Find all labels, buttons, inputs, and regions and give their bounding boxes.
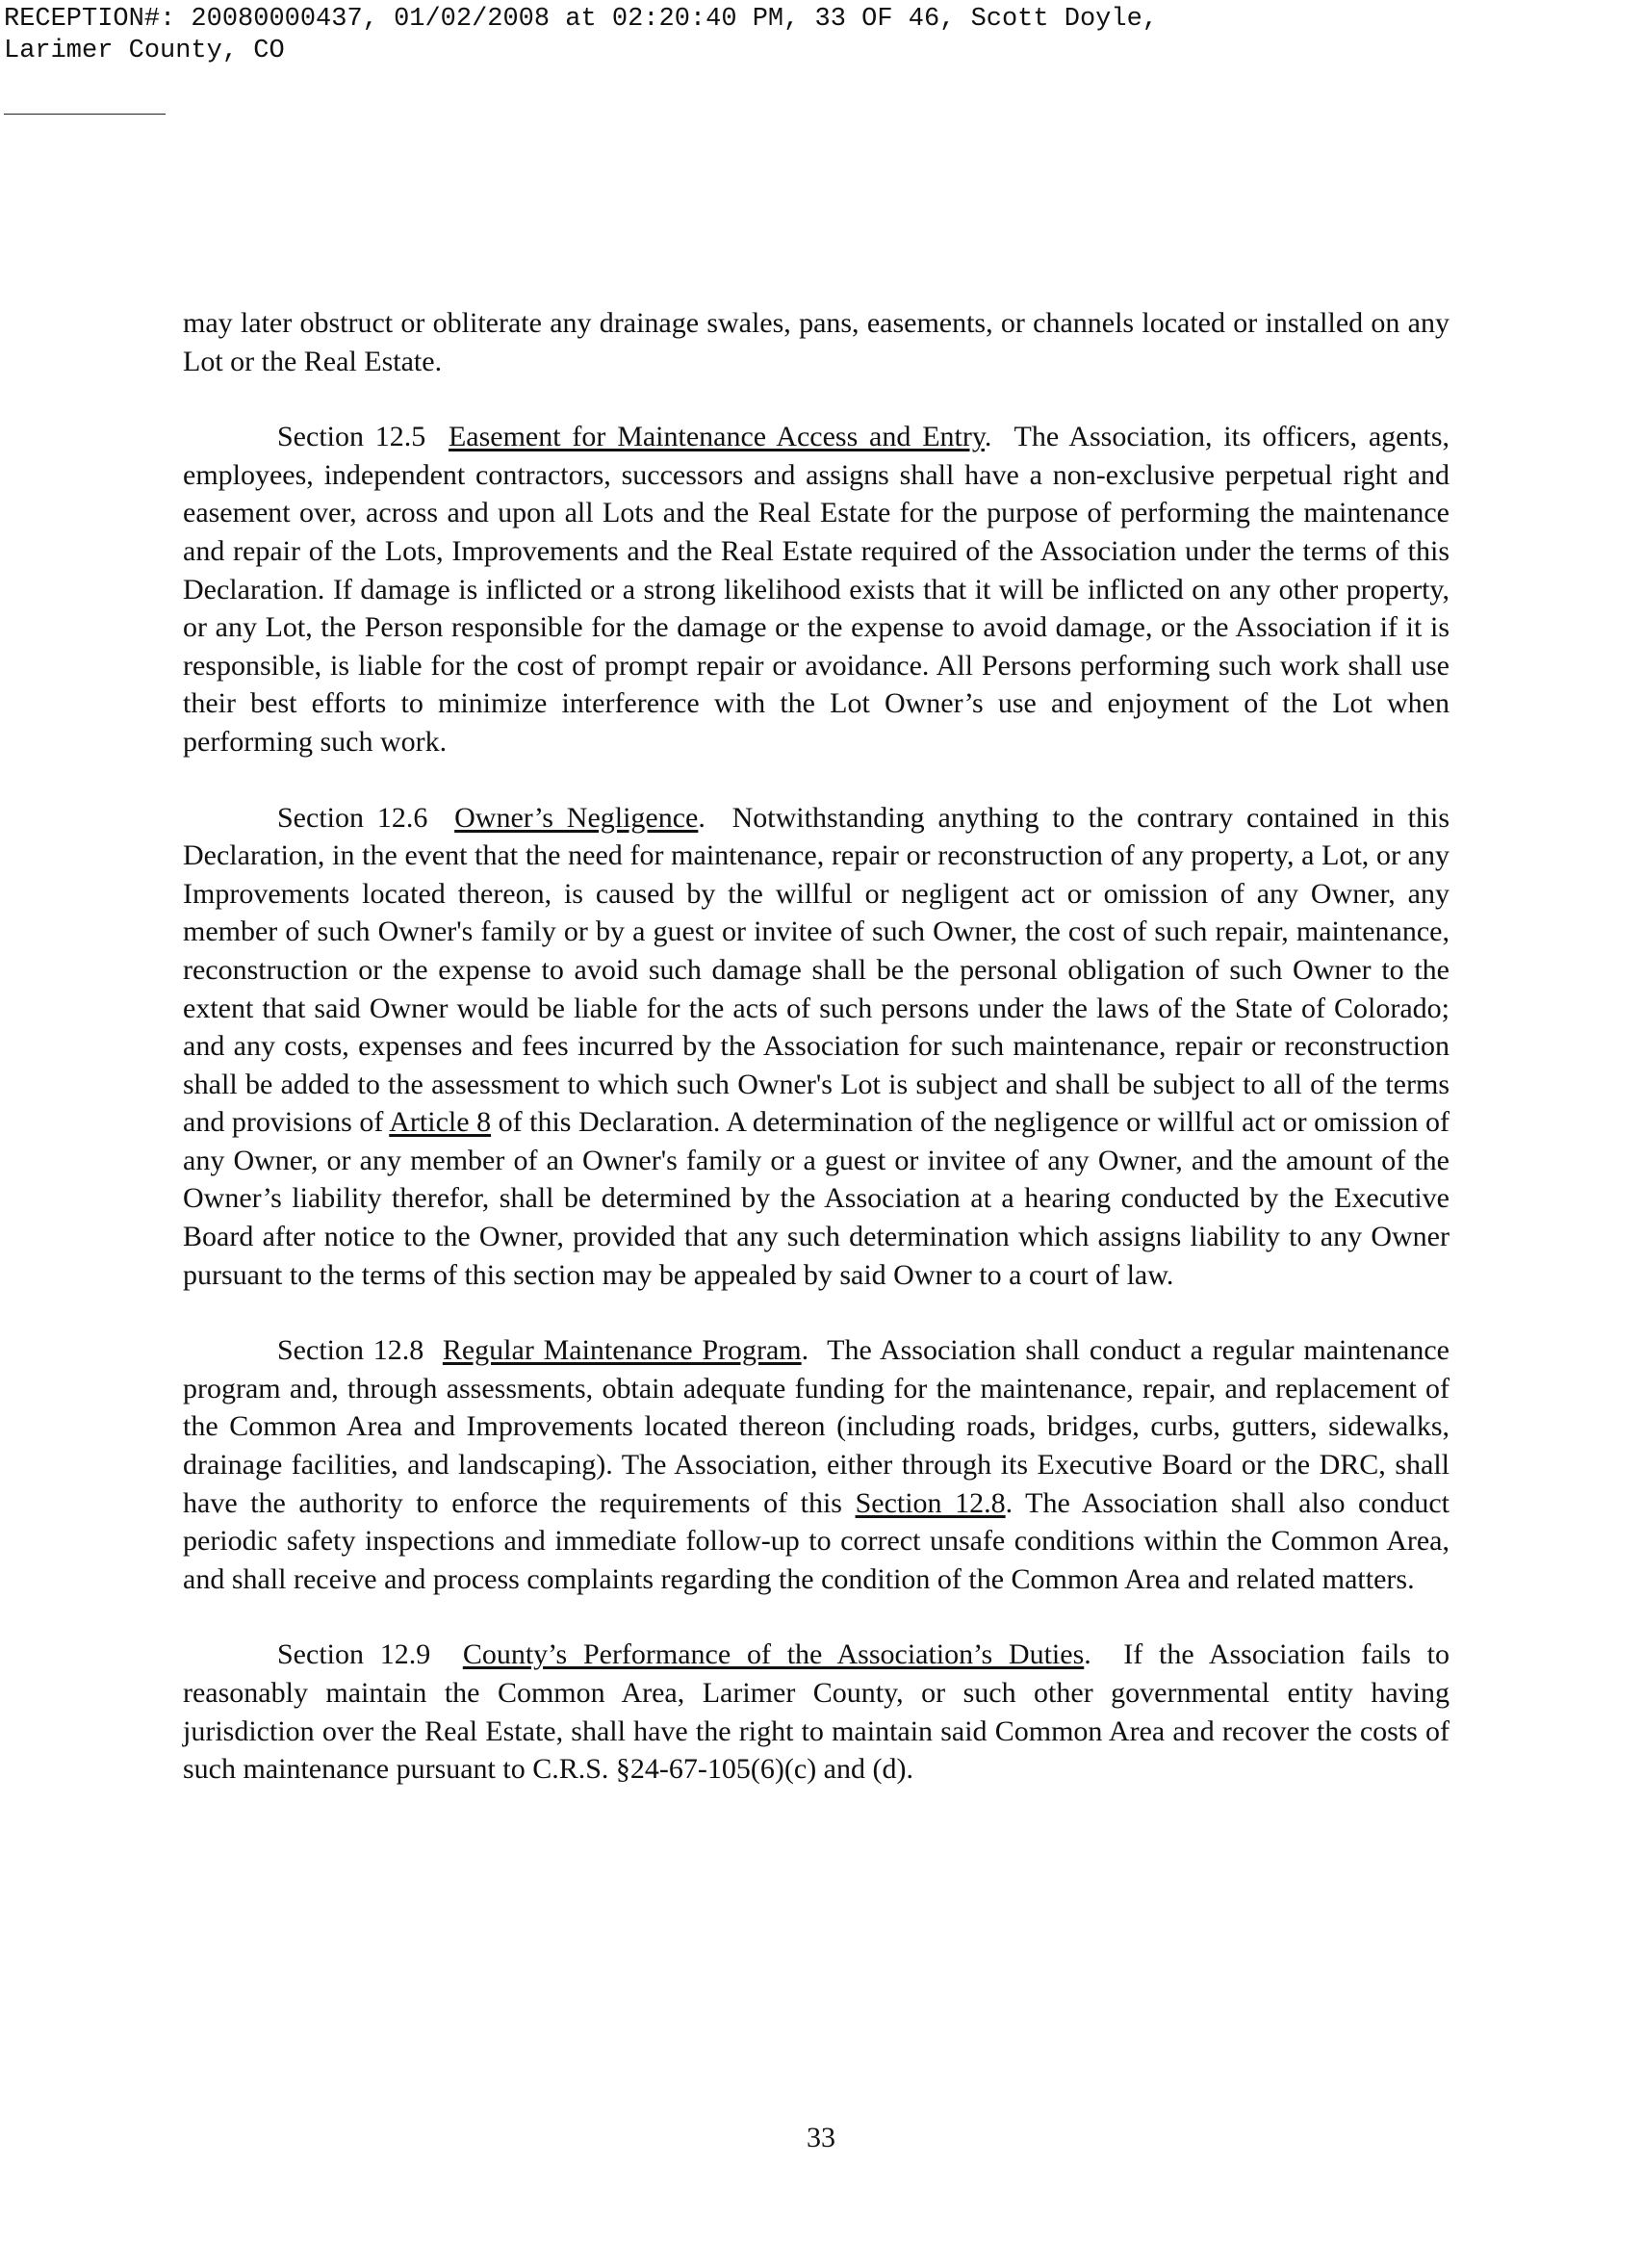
section-number: Section 12.9 — [277, 1638, 431, 1671]
recording-stamp — [4, 4, 1158, 67]
section-body: The Association, its officers, agents, employees, independent contractors, successors and assigns shall have a non-exclusive perpetual right and easement over, across and upon all Lots and the Real Estate for the purpose of performing the maintenance and repair of the Lots, Improvements and the Real Estate required of the Association under the terms of this Declaration. If damage is inflicted or a strong likelihood exists that it will be inflicted on any other property, or any Lot, the Person responsible for the damage or the expense to avoid damage, or the Association if it is responsible, is liable for the cost of prompt repair or avoidance. All Persons performing such work shall use their best efforts to minimize interference with the Lot Owner’s use and enjoyment of the Lot when performing such work. — [183, 421, 1450, 758]
continuation-paragraph — [183, 304, 1450, 380]
continuation-text: may later obstruct or obliterate any drainage swales, pans, easements, or channels located or installed on any Lot or the Real Estate. — [183, 307, 1450, 377]
section-12-9: Section 12.9 County’s Performance of the Association’s Duties. If the Association fails to reasonably maintain the Common Area, Larimer County, or such other governmental entity having jurisdiction over the Real Estate, shall have the right to maintain said Common Area and recover the costs of such maintenance pursuant to C.R.S. §24-67-105(6)(c) and (d). — [183, 1638, 1450, 1786]
page-number: 33 — [807, 2122, 835, 2153]
section-body-part-2: of this Declaration. A determination of the negligence or willful act or omission of any Owner, or any member of an Owner's family or a guest or invitee of any Owner, and the amount of the Owner’s liability therefor, shall be determined by the Association at a hearing conducted by the Executive Board after notice to the Owner, provided that any such determination which assigns liability to any Owner pursuant to the terms of this section may be appealed by said Owner to a court of law. — [183, 1106, 1450, 1291]
section-body-part-2: . The Association shall also conduct periodic safety inspections and immediate follow-up to correct unsafe conditions within the Common Area, and shall receive and process complaints regarding the condition of the Common Area and related matters. — [183, 1486, 1450, 1595]
section-12-5: Section 12.5 Easement for Maintenance Access and Entry. The Association, its officers, agents, employees, independent contractors, successors and assigns shall have a non-exclusive perpetual right and easement over, across and upon all Lots and the Real Estate for the purpose of performing the maintenance and repair of the Lots, Improvements and the Real Estate required of the Association under the terms of this Declaration. If damage is inflicted or a strong likelihood exists that it will be inflicted on any other property, or any Lot, the Person responsible for the damage or the expense to avoid damage, or the Association if it is responsible, is liable for the cost of prompt repair or avoidance. All Persons performing such work shall use their best efforts to minimize interference with the Lot Owner’s use and enjoyment of the Lot when performing such work. — [183, 421, 1450, 758]
article-reference: Article 8 — [389, 1106, 492, 1139]
recording-stamp-line-2: Larimer County, CO — [4, 37, 285, 65]
section-body-part-1: The Association shall conduct a regular maintenance program and, through assessments, obtain adequate funding for the maintenance, repair, and replacement of the Common Area and Improvements located thereon (including roads, bridges, curbs, gutters, sidewalks, drainage facilities, and landscaping). The Association, either through its Executive Board or the DRC, shall have the authority to enforce the requirements of this — [183, 1334, 1450, 1519]
section-heading: Owner’s Negligence — [454, 801, 699, 834]
section-body: If the Association fails to reasonably maintain the Common Area, Larimer County, or such other governmental entity having jurisdiction over the Real Estate, shall have the right to maintain said Common Area and recover the costs of such maintenance pursuant to C.R.S. §24-67-105(6)(c) and (d). — [183, 1638, 1450, 1786]
section-number: Section 12.6 — [277, 801, 428, 834]
section-number: Section 12.5 — [277, 421, 426, 453]
stamp-divider — [4, 114, 166, 115]
section-12-6: Section 12.6 Owner’s Negligence. Notwithstanding anything to the contrary contained in this Declaration, in the event that the need for maintenance, repair or reconstruction of any property, a Lot, or any Improvements located thereon, is caused by the willful or negligent act or omission of any Owner, any member of such Owner's family or by a guest or invitee of such Owner, the cost of such repair, maintenance, reconstruction or the expense to avoid such damage shall be the personal obligation of such Owner to the extent that said Owner would be liable for the acts of such persons under the laws of the State of Colorado; and any costs, expenses and fees incurred by the Association for such maintenance, repair or reconstruction shall be added to the assessment to which such Owner's Lot is subject and shall be subject to all of the terms and provisions of Article 8 of this Declaration. A determination of the negligence or willful act or omission of any Owner, or any member of an Owner's family or a guest or invitee of any Owner, and the amount of the Owner’s liability therefor, shall be determined by the Association at a hearing conducted by the Executive Board after notice to the Owner, provided that any such determination which assigns liability to any Owner pursuant to the terms of this section may be appealed by said Owner to a court of law. — [183, 801, 1450, 1291]
section-heading: Easement for Maintenance Access and Entry — [448, 421, 985, 453]
section-heading: Regular Maintenance Program — [442, 1334, 802, 1367]
section-heading: County’s Performance of the Association’s Duties — [462, 1638, 1085, 1671]
document-body — [183, 304, 1450, 1826]
section-number: Section 12.8 — [277, 1334, 424, 1367]
recording-stamp-line-1: RECEPTION#: 20080000437, 01/02/2008 at 02:20:40 PM, 33 OF 46, Scott Doyle, — [4, 5, 1158, 34]
section-12-8: Section 12.8 Regular Maintenance Program. The Association shall conduct a regular maintenance program and, through assessments, obtain adequate funding for the maintenance, repair, and replacement of the Common Area and Improvements located thereon (including roads, bridges, curbs, gutters, sidewalks, drainage facilities, and landscaping). The Association, either through its Executive Board or the DRC, shall have the authority to enforce the requirements of this Section 12.8. The Association shall also conduct periodic safety inspections and immediate follow-up to correct unsafe conditions within the Common Area, and shall receive and process complaints regarding the condition of the Common Area and related matters. — [183, 1334, 1450, 1595]
section-body-part-1: Notwithstanding anything to the contrary contained in this Declaration, in the event that the need for maintenance, repair or reconstruction of any property, a Lot, or any Improvements located thereon, is caused by the willful or negligent act or omission of any Owner, any member of such Owner's family or by a guest or invitee of such Owner, the cost of such repair, maintenance, reconstruction or the expense to avoid such damage shall be the personal obligation of such Owner to the extent that said Owner would be liable for the acts of such persons under the laws of the State of Colorado; and any costs, expenses and fees incurred by the Association for such maintenance, repair or reconstruction shall be added to the assessment to which such Owner's Lot is subject and shall be subject to all of the terms and provisions of — [183, 801, 1450, 1139]
section-reference: Section 12.8 — [855, 1486, 1006, 1519]
